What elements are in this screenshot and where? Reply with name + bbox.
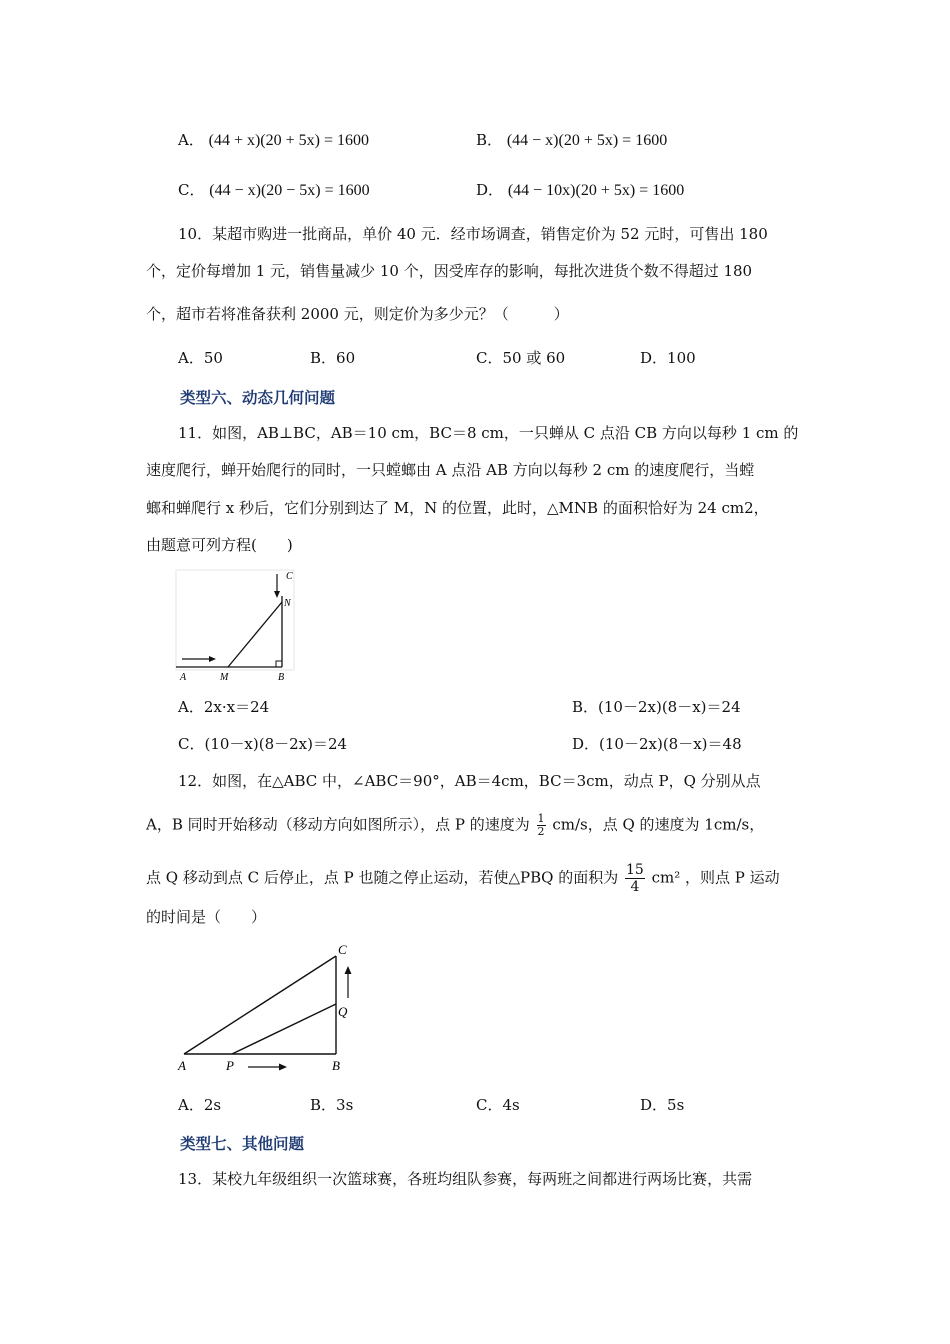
q12-speed-denominator: 2: [537, 825, 545, 838]
q12-text-line-1: 12．如图，在△ABC 中，∠ABC＝90°，AB＝4cm，BC＝3cm，动点 P，Q 分别从点: [178, 772, 761, 790]
q10-option-c: C．50 或 60: [476, 349, 566, 367]
q11-label-n: N: [284, 598, 291, 609]
q11-label-c: C: [286, 571, 293, 582]
q12-arrow-up-head: [345, 966, 352, 974]
q12-label-c: C: [338, 942, 347, 957]
q9-option-d-equation: (44 − 10x)(20 + 5x) = 1600: [507, 182, 685, 199]
q11-label-m: M: [220, 672, 229, 683]
q11-figure-frame: [176, 570, 294, 670]
q11-arrow-down-head: [274, 591, 280, 598]
q9-option-a-equation: (44 + x)(20 + 5x) = 1600: [208, 132, 370, 149]
q12-line-2-suffix: cm/s，点 Q 的速度为 1cm/s，: [552, 815, 765, 834]
q11-figure: [170, 562, 310, 684]
q12-text-line-3: [146, 862, 780, 895]
q12-label-b: B: [332, 1058, 340, 1073]
q12-line-3-suffix: ，则点 P 运动: [685, 868, 780, 887]
q11-text-line-2: 速度爬行，蝉开始爬行的同时，一只螳螂由 A 点沿 AB 方向以每秒 2 cm 的速度爬行，当螳: [146, 461, 755, 479]
q12-label-p: P: [226, 1058, 234, 1073]
q12-area-fraction: [625, 862, 645, 895]
q12-area-numerator: 15: [625, 862, 644, 878]
q11-text-line-1: 11．如图，AB⊥BC，AB＝10 cm，BC＝8 cm，一只蝉从 C 点沿 CB 方向以每秒 1 cm 的: [178, 424, 799, 442]
q11-segment-mn: [228, 602, 282, 667]
q9-option-b: [476, 130, 667, 151]
q10-text-line-2: 个，定价每增加 1 元，销售量减少 10 个，因受库存的影响，每批次进货个数不得超过 180: [146, 262, 753, 280]
q12-area-denominator: 4: [630, 879, 640, 895]
q12-option-a: A．2s: [178, 1096, 222, 1114]
q11-option-b: B．(10－2x)(8－x)＝24: [572, 698, 741, 716]
q11-label-b: B: [278, 672, 285, 683]
q9-option-c-equation: (44 − x)(20 − 5x) = 1600: [209, 182, 370, 199]
q12-speed-numerator: 1: [537, 812, 545, 825]
q9-option-d-label: D．: [476, 181, 504, 199]
q10-option-a: A．50: [178, 349, 223, 367]
q12-label-q: Q: [338, 1004, 348, 1019]
q12-label-a: A: [178, 1058, 186, 1073]
q12-text-line-4: 的时间是（ ）: [146, 908, 267, 926]
q11-right-angle-mark: [276, 661, 282, 667]
q11-option-a: A．2x·x＝24: [178, 698, 270, 716]
q9-option-c-label: C．: [178, 181, 205, 199]
q10-option-d: D．100: [640, 349, 696, 367]
q10-option-b: B．60: [310, 349, 356, 367]
q12-figure: [170, 938, 370, 1078]
q9-option-b-label: B．: [476, 131, 503, 149]
q11-option-d: D．(10－2x)(8－x)＝48: [572, 735, 742, 753]
q9-option-a-label: A．: [178, 131, 204, 149]
section-7-heading: 类型七、其他问题: [180, 1135, 305, 1153]
q11-text-line-3: 螂和蝉爬行 x 秒后，它们分别到达了 M，N 的位置，此时，△MNB 的面积恰好为 24 cm2，: [146, 499, 769, 517]
q12-area-unit: cm²: [651, 868, 681, 887]
q12-segment-pq: [232, 1004, 336, 1054]
q10-text-line-3: 个，超市若将准备获利 2000 元，则定价为多少元？（ ）: [146, 305, 569, 323]
q9-option-b-equation: (44 − x)(20 + 5x) = 1600: [506, 132, 668, 149]
q12-line-3-prefix: 点 Q 移动到点 C 后停止，点 P 也随之停止运动，若使△PBQ 的面积为: [146, 868, 619, 887]
q11-text-line-4: 由题意可列方程( ): [146, 536, 293, 554]
q12-text-line-2: [146, 813, 764, 838]
q12-option-c: C．4s: [476, 1096, 520, 1114]
q9-option-a: [178, 130, 369, 151]
q12-speed-fraction: [537, 813, 546, 838]
q11-option-c: C．(10－x)(8－2x)＝24: [178, 735, 348, 753]
q9-option-d: [476, 180, 684, 201]
q12-line-2-prefix: A，B 同时开始移动（移动方向如图所示），点 P 的速度为: [146, 815, 530, 834]
q11-arrow-right-head: [209, 656, 216, 662]
q12-arrow-right-head: [279, 1064, 287, 1071]
q10-text-line-1: 10．某超市购进一批商品，单价 40 元．经市场调查，销售定价为 52 元时，可售出 180: [178, 225, 768, 243]
q12-option-d: D．5s: [640, 1096, 685, 1114]
section-6-heading: 类型六、动态几何问题: [180, 389, 336, 407]
q11-label-a: A: [180, 672, 187, 683]
q9-option-c: [178, 180, 370, 201]
q12-option-b: B．3s: [310, 1096, 354, 1114]
q13-text-line-1: 13．某校九年级组织一次篮球赛，各班均组队参赛，每两班之间都进行两场比赛，共需: [178, 1170, 753, 1188]
q12-segment-ac: [184, 956, 336, 1054]
